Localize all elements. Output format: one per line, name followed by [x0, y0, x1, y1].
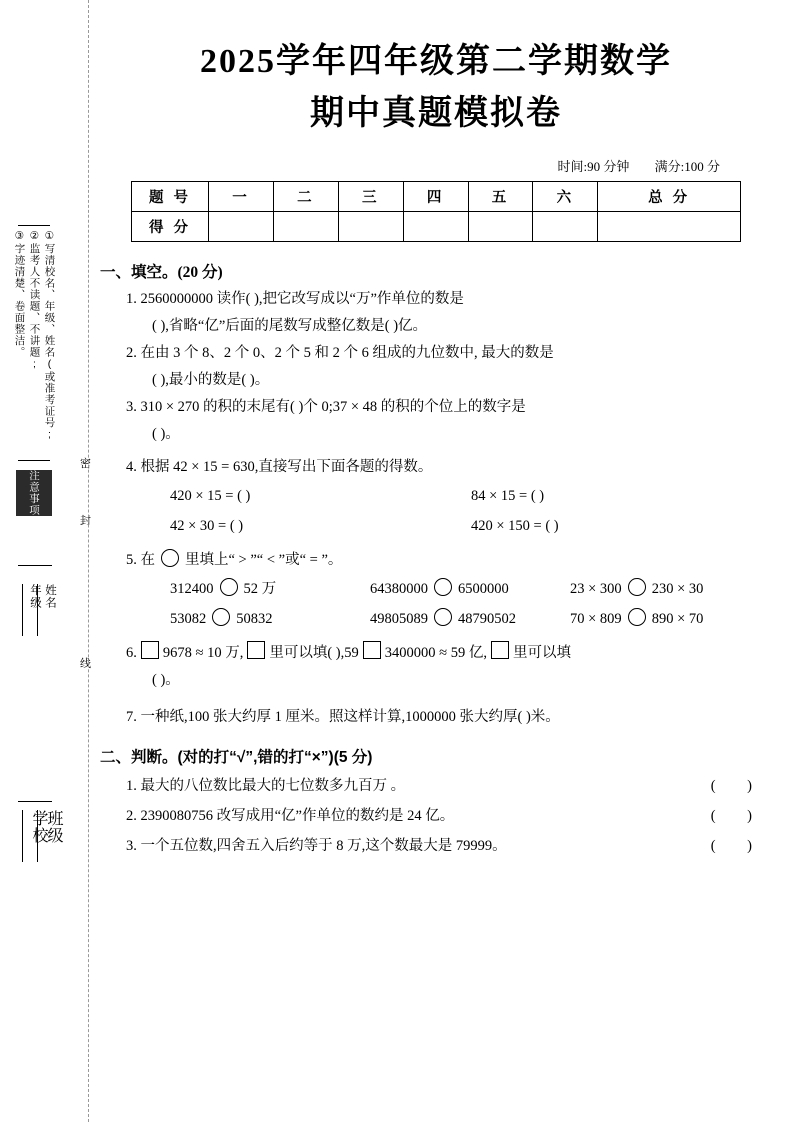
q6-line2: ( )。	[152, 672, 180, 688]
seal-char-mi: 密	[80, 458, 91, 470]
question-3	[126, 394, 772, 448]
q5-cmp-1-left: 312400	[170, 581, 214, 597]
question-7	[126, 704, 772, 731]
meta-total-score: 满分:100 分	[654, 159, 720, 174]
question-4	[126, 454, 772, 541]
square-blank-icon[interactable]	[141, 641, 159, 659]
q5-cmp-5-right: 48790502	[458, 611, 516, 627]
question-5	[126, 547, 772, 634]
score-col-2: 二	[273, 182, 338, 212]
q6-seg3: 3400000 ≈ 59 亿,	[384, 645, 487, 661]
score-row-label-0: 题 号	[132, 182, 209, 212]
circle-blank-icon[interactable]	[628, 578, 646, 596]
tf3-text: 一个五位数,四舍五入后约等于 8 万,这个数最大是 79999。	[140, 838, 507, 854]
q7-line1: 一种纸,100 张大约厚 1 厘米。照这样计算,1000000 张大约厚( )米。	[140, 709, 560, 725]
score-col-5: 五	[468, 182, 533, 212]
field-label-grade: 年级	[29, 584, 41, 609]
student-info-box-bottom	[18, 800, 62, 910]
seal-char-xian: 线	[80, 658, 91, 670]
score-cell-5[interactable]	[468, 212, 533, 242]
score-cell-3[interactable]	[338, 212, 403, 242]
square-blank-icon[interactable]	[363, 641, 381, 659]
q5-cmp-1-right: 52 万	[243, 581, 277, 597]
tf2-num: 2.	[126, 808, 137, 824]
tf2-answer-blank[interactable]: ( )	[710, 808, 766, 824]
tf1-text: 最大的八位数比最大的七位数多九百万 。	[140, 778, 406, 794]
q2-line1: 在由 3 个 8、2 个 0、2 个 5 和 2 个 6 组成的九位数中, 最大的数是	[140, 345, 554, 361]
score-row-label-1: 得 分	[132, 212, 209, 242]
q5-cmp-1	[170, 574, 370, 604]
q5-cmp-4-left: 53082	[170, 611, 207, 627]
q4-num: 4.	[126, 459, 137, 475]
seal-char-feng: 封	[80, 515, 91, 527]
q1-line2: ( ),省略“亿”后面的尾数写成整亿数是( )亿。	[152, 318, 428, 334]
tf3-answer-blank[interactable]: ( )	[710, 838, 766, 854]
score-cell-total[interactable]	[598, 212, 741, 242]
field-line-name	[37, 584, 39, 636]
square-blank-icon[interactable]	[247, 641, 265, 659]
score-cell-6[interactable]	[533, 212, 598, 242]
q5-prefix: 在	[140, 552, 155, 568]
section-2-score: (5 分)	[333, 749, 373, 766]
table-row-scores	[132, 212, 741, 242]
q5-cmp-3-right: 230 × 30	[651, 581, 704, 597]
q5-cmp-2-right: 6500000	[458, 581, 509, 597]
score-col-6: 六	[533, 182, 598, 212]
exam-note-1: ①写清校名、年级、姓名(或准考证号;	[43, 230, 56, 442]
q4-line1: 根据 42 × 15 = 630,直接写出下面各题的得数。	[140, 459, 433, 475]
fold-line	[88, 0, 89, 1122]
field-label-name: 姓名	[44, 584, 56, 609]
q5-cmp-4-right: 50832	[236, 611, 273, 627]
score-cell-1[interactable]	[209, 212, 274, 242]
section-1-title: 一、填空。	[100, 264, 178, 281]
score-col-1: 一	[209, 182, 274, 212]
exam-note-3: ③字迹清楚、卷面整洁。	[13, 230, 26, 358]
exam-meta	[100, 156, 720, 175]
exam-note-2: ②监考人不读题、不讲题;	[28, 230, 41, 371]
section-heading-fill	[100, 260, 772, 282]
q5-cmp-3-left: 23 × 300	[570, 581, 622, 597]
page-title-line2: 期中真题模拟卷	[310, 95, 562, 132]
q4-calc-2a: 42 × 30 = ( )	[170, 518, 244, 534]
q2-num: 2.	[126, 345, 137, 361]
score-table	[131, 181, 741, 242]
q5-cmp-6-right: 890 × 70	[651, 611, 704, 627]
page-title-line1: 2025学年四年级第二学期数学	[200, 43, 672, 80]
question-2	[126, 340, 772, 394]
q5-cmp-5	[370, 604, 570, 634]
circle-blank-icon[interactable]	[434, 608, 452, 626]
q5-compare-row-2	[170, 604, 772, 634]
notes-tab-label: 注意事项	[16, 470, 52, 516]
tf-question-1	[126, 771, 772, 801]
q5-suffix: 里填上“ > ”“ < ”或“ = ”。	[185, 552, 343, 568]
tf1-answer-blank[interactable]: ( )	[710, 778, 766, 794]
q3-line1: 310 × 270 的积的末尾有( )个 0;37 × 48 的积的个位上的数字是	[140, 399, 526, 415]
q5-cmp-2-left: 64380000	[370, 581, 428, 597]
field-line-grade	[22, 584, 24, 636]
paper-body	[100, 0, 772, 861]
q5-cmp-6	[570, 604, 770, 634]
q4-calc-2b: 420 × 150 = ( )	[471, 518, 559, 534]
score-col-total: 总 分	[598, 182, 741, 212]
q4-calc-1a: 420 × 15 = ( )	[170, 488, 251, 504]
section-heading-truefalse	[100, 745, 772, 767]
q5-cmp-3	[570, 574, 770, 604]
q5-compare-row-1	[170, 574, 772, 604]
q6-seg2: 里可以填( ),59	[269, 645, 359, 661]
q3-num: 3.	[126, 399, 137, 415]
tf2-text: 2390080756 改写成用“亿”作单位的数约是 24 亿。	[140, 808, 455, 824]
circle-blank-icon[interactable]	[212, 608, 230, 626]
circle-blank-icon[interactable]	[628, 608, 646, 626]
meta-time: 时间:90 分钟	[557, 159, 630, 174]
field-line-class	[37, 810, 39, 862]
q2-line2: ( ),最小的数是( )。	[152, 372, 270, 388]
q5-cmp-5-left: 49805089	[370, 611, 428, 627]
circle-blank-icon[interactable]	[434, 578, 452, 596]
table-row-question-numbers	[132, 182, 741, 212]
q1-num: 1.	[126, 291, 137, 307]
q4-calc-row-1	[170, 481, 772, 511]
q4-calc-1b: 84 × 15 = ( )	[471, 488, 545, 504]
tf3-num: 3.	[126, 838, 137, 854]
question-1	[126, 286, 772, 340]
q1-line1: 2560000000 读作( ),把它改写成以“万”作单位的数是	[140, 291, 464, 307]
q4-calc-row-2	[170, 511, 772, 541]
field-label-school: 学校	[30, 810, 47, 844]
circle-blank-icon[interactable]	[220, 578, 238, 596]
tf1-num: 1.	[126, 778, 137, 794]
score-cell-4[interactable]	[403, 212, 468, 242]
q6-num: 6.	[126, 645, 137, 661]
q5-cmp-2	[370, 574, 570, 604]
q6-seg1: 9678 ≈ 10 万,	[162, 645, 244, 661]
section-1-score: (20 分)	[177, 264, 223, 281]
q6-seg4: 里可以填	[512, 645, 571, 661]
section-2-title: 二、判断。	[100, 749, 178, 766]
circle-blank-icon[interactable]	[161, 549, 179, 567]
tf-question-3	[126, 831, 772, 861]
tf-question-2	[126, 801, 772, 831]
square-blank-icon[interactable]	[491, 641, 509, 659]
question-6	[126, 640, 772, 694]
exam-notes-box	[13, 225, 56, 461]
q5-num: 5.	[126, 552, 137, 568]
score-col-4: 四	[403, 182, 468, 212]
student-info-box-top	[18, 565, 56, 802]
section-2-note: (对的打“√”,错的打“×”)	[177, 749, 334, 766]
left-margin	[0, 0, 96, 1122]
q5-cmp-4	[170, 604, 370, 634]
score-cell-2[interactable]	[273, 212, 338, 242]
field-line-school	[22, 810, 24, 862]
score-col-3: 三	[338, 182, 403, 212]
field-label-class: 班级	[45, 810, 62, 844]
q7-num: 7.	[126, 709, 137, 725]
q5-cmp-6-left: 70 × 809	[570, 611, 622, 627]
q3-line2: ( )。	[152, 426, 180, 442]
